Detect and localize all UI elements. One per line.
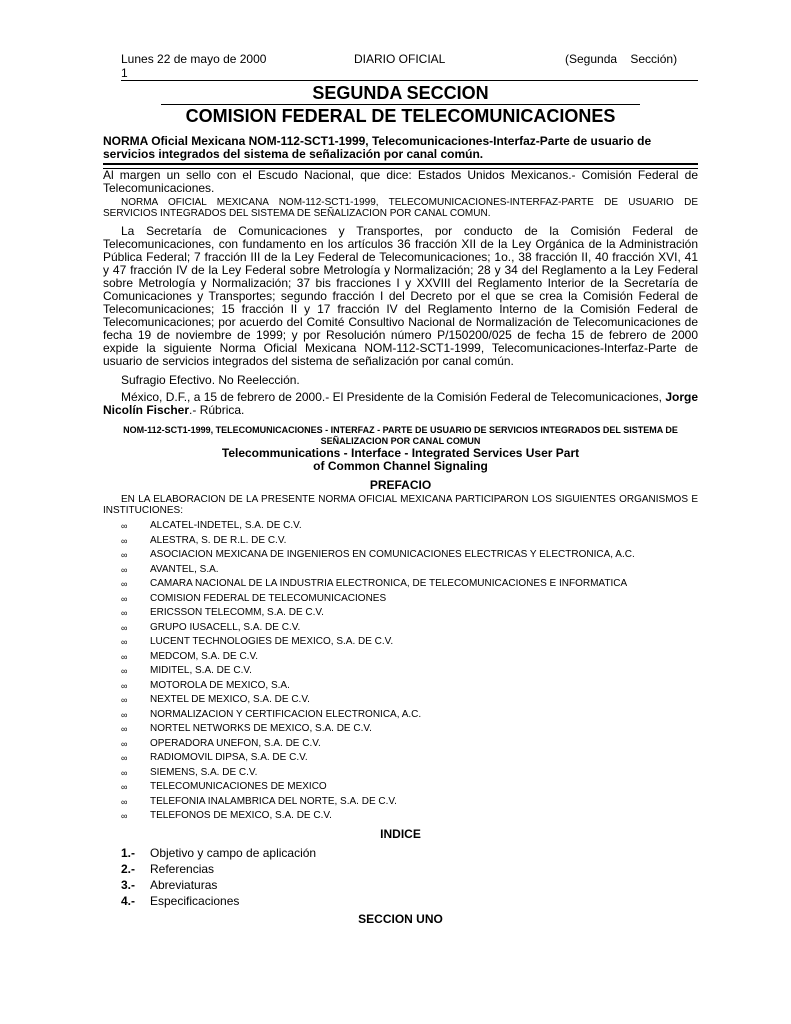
bullet-icon: ∞ <box>121 608 128 618</box>
organization-item <box>103 519 698 534</box>
organization-name: MEDCOM, S.A. DE C.V. <box>150 650 258 662</box>
organization-item <box>103 693 698 708</box>
suffrage-line: Sufragio Efectivo. No Reelección. <box>121 373 300 387</box>
norm-intro-title: NORMA Oficial Mexicana NOM-112-SCT1-1999, Telecomunicaciones-Interfaz-Parte de usuario de servicios integrados del sistema de señalización por canal común. <box>103 134 652 161</box>
bullet-icon: ∞ <box>121 622 128 633</box>
bullet-icon: ∞ <box>121 782 128 792</box>
organization-name: TELECOMUNICACIONES DE MEXICO <box>150 781 327 792</box>
section-one-heading: SECCION UNO <box>358 911 443 926</box>
bullet-icon: ∞ <box>121 637 128 647</box>
signature-suffix: .- Rúbrica. <box>189 403 245 417</box>
index-number: 4.- <box>121 893 136 908</box>
bullet-icon: ∞ <box>121 579 128 589</box>
header-page-number: 1 <box>121 66 128 80</box>
index-heading: INDICE <box>380 826 421 841</box>
organization-name: TELEFONOS DE MEXICO, S.A. DE C.V. <box>150 810 332 821</box>
organization-name: CAMARA NACIONAL DE LA INDUSTRIA ELECTRONICA, DE TELECOMUNICACIONES E INFORMATICA <box>150 578 628 589</box>
organization-item <box>103 780 698 795</box>
organization-item <box>103 621 698 636</box>
agency-title: COMISION FEDERAL DE TELECOMUNICACIONES <box>185 106 616 126</box>
organization-item <box>103 751 698 766</box>
index-number: 2.- <box>121 861 136 876</box>
title-rule <box>161 104 640 105</box>
bullet-icon: ∞ <box>121 535 128 546</box>
bullet-icon: ∞ <box>121 709 128 720</box>
bullet-icon: ∞ <box>121 593 128 604</box>
organization-name: SIEMENS, S.A. DE C.V. <box>150 766 258 778</box>
page-header <box>103 52 698 80</box>
bullet-icon: ∞ <box>121 550 128 560</box>
organization-name: MIDITEL, S.A. DE C.V. <box>150 665 252 676</box>
index-number: 3.- <box>121 877 136 892</box>
organization-name: ALESTRA, S. DE R.L. DE C.V. <box>150 534 287 546</box>
index-item <box>103 893 698 909</box>
bullet-icon: ∞ <box>121 796 128 807</box>
organization-item <box>103 577 698 592</box>
header-date: Lunes 22 de mayo de 2000 <box>121 52 267 66</box>
header-rule <box>121 80 698 81</box>
bullet-icon: ∞ <box>121 651 128 662</box>
norm-caps-paragraph: NORMA OFICIAL MEXICANA NOM-112-SCT1-1999, TELECOMUNICACIONES-INTERFAZ-PARTE DE USUARIO DE SERVICIOS INTEGRADOS DEL SISTEMA DE SEÑALIZACION POR CANAL COMUN. <box>103 197 698 219</box>
signatory-name: Jorge Nicolín Fischer <box>103 390 698 417</box>
index-label: Abreviaturas <box>150 877 218 892</box>
index-item <box>103 861 698 877</box>
bullet-icon: ∞ <box>121 666 128 676</box>
organization-name: ASOCIACION MEXICANA DE INGENIEROS EN COMUNICACIONES ELECTRICAS Y ELECTRONICA, A.C. <box>150 549 635 560</box>
bullet-icon: ∞ <box>121 724 128 734</box>
organization-name: ALCATEL-INDETEL, S.A. DE C.V. <box>150 520 302 531</box>
organization-item <box>103 650 698 665</box>
organization-name: NEXTEL DE MEXICO, S.A. DE C.V. <box>150 694 310 705</box>
seal-paragraph: Al margen un sello con el Escudo Nacional, que dice: Estados Unidos Mexicanos.- Comisión Federal de Telecomunicaciones. <box>103 168 698 195</box>
english-title-line-1: Telecommunications - Interface - Integrated Services User Part <box>221 446 580 460</box>
organization-name: RADIOMOVIL DIPSA, S.A. DE C.V. <box>150 752 308 763</box>
preface-heading: PREFACIO <box>369 478 432 492</box>
organization-item <box>103 737 698 752</box>
organization-name: LUCENT TECHNOLOGIES DE MEXICO, S.A. DE C.V. <box>150 636 394 647</box>
header-section: (Segunda Sección) <box>565 52 678 66</box>
nom-title: NOM-112-SCT1-1999, TELECOMUNICACIONES - INTERFAZ - PARTE DE USUARIO DE SERVICIOS INTEGRADOS DEL SISTEMA DE SEÑALIZACION POR CANAL COMUN <box>123 425 678 446</box>
preface-paragraph: EN LA ELABORACION DE LA PRESENTE NORMA OFICIAL MEXICANA PARTICIPARON LOS SIGUIENTES ORGANISMOS E INSTITUCIONES: <box>103 494 698 516</box>
organization-name: GRUPO IUSACELL, S.A. DE C.V. <box>150 621 301 633</box>
header-publication: DIARIO OFICIAL <box>354 52 446 66</box>
organization-item <box>103 708 698 723</box>
bullet-icon: ∞ <box>121 564 128 575</box>
organization-item <box>103 679 698 694</box>
index-list <box>103 845 698 909</box>
section-title: SEGUNDA SECCION <box>312 83 489 103</box>
index-number: 1.- <box>121 845 136 860</box>
main-paragraph: La Secretaría de Comunicaciones y Transportes, por conducto de la Comisión Federal de Telecomunicaciones, con fundamento en los artículos 36 fracción XII de la Ley Orgánica de la Administración Pública Federal; 7 fracción III de la Ley Federal de Telecomunicaciones; 1o., 38 fracción II, 40 fracción XVI, 41 y 47 fracción IV de la Ley Federal sobre Metrología y Normalización; 28 y 34 del Reglamento a la Ley Federal sobre Metrología y Normalización; 37 bis fracciones I y XXVIII del Reglamento Interior de la Secretaría de Comunicaciones y Transportes; segundo fracción I del Decreto por el que se crea la Comisión Federal de Telecomunicaciones; 15 fracción II y 17 fracción IV del Reglamento Interno de la Comisión Federal de Telecomunicaciones; por acuerdo del Comité Consultivo Nacional de Normalización de Telecomunicaciones de fecha 19 de noviembre de 1999; y por Resolución número P/150200/025 de fecha 15 de febrero de 2000 expide la siguiente Norma Oficial Mexicana NOM-112-SCT1-1999, Telecomunicaciones-Interfaz-Parte de usuario de servicios integrados del sistema de señalización por canal común. <box>103 224 698 368</box>
bullet-icon: ∞ <box>121 811 128 821</box>
bullet-icon: ∞ <box>121 695 128 705</box>
organization-name: MOTOROLA DE MEXICO, S.A. <box>150 679 290 691</box>
bullet-icon: ∞ <box>121 753 128 763</box>
organization-name: NORMALIZACION Y CERTIFICACION ELECTRONICA, A.C. <box>150 708 422 720</box>
index-label: Referencias <box>150 861 215 876</box>
bullet-icon: ∞ <box>121 680 128 691</box>
organization-item <box>103 635 698 650</box>
organization-name: AVANTEL, S.A. <box>150 563 219 575</box>
organization-name: COMISION FEDERAL DE TELECOMUNICACIONES <box>150 592 387 604</box>
index-item <box>103 877 698 893</box>
index-label: Objetivo y campo de aplicación <box>150 845 317 860</box>
index-item <box>103 845 698 861</box>
organization-name: NORTEL NETWORKS DE MEXICO, S.A. DE C.V. <box>150 723 372 734</box>
bullet-icon: ∞ <box>121 738 128 749</box>
document-body <box>103 169 698 926</box>
organization-item <box>103 563 698 578</box>
index-label: Especificaciones <box>150 893 240 908</box>
organization-item <box>103 592 698 607</box>
organization-item <box>103 795 698 810</box>
english-title-line-2: of Common Channel Signaling <box>313 459 488 473</box>
organization-name: ERICSSON TELECOMM, S.A. DE C.V. <box>150 607 324 618</box>
organization-item <box>103 722 698 737</box>
organization-item <box>103 548 698 563</box>
organization-item <box>103 534 698 549</box>
bullet-icon: ∞ <box>121 767 128 778</box>
organization-item <box>103 606 698 621</box>
organization-item <box>103 664 698 679</box>
organization-name: OPERADORA UNEFON, S.A. DE C.V. <box>150 737 321 749</box>
organizations-list <box>103 519 698 824</box>
signature-paragraph <box>103 391 698 417</box>
organization-name: TELEFONIA INALAMBRICA DEL NORTE, S.A. DE C.V. <box>150 795 397 807</box>
bullet-icon: ∞ <box>121 521 128 531</box>
signature-text: México, D.F., a 15 de febrero de 2000.- El Presidente de la Comisión Federal de Telecomunicaciones, <box>121 390 666 404</box>
organization-item <box>103 809 698 824</box>
organization-item <box>103 766 698 781</box>
